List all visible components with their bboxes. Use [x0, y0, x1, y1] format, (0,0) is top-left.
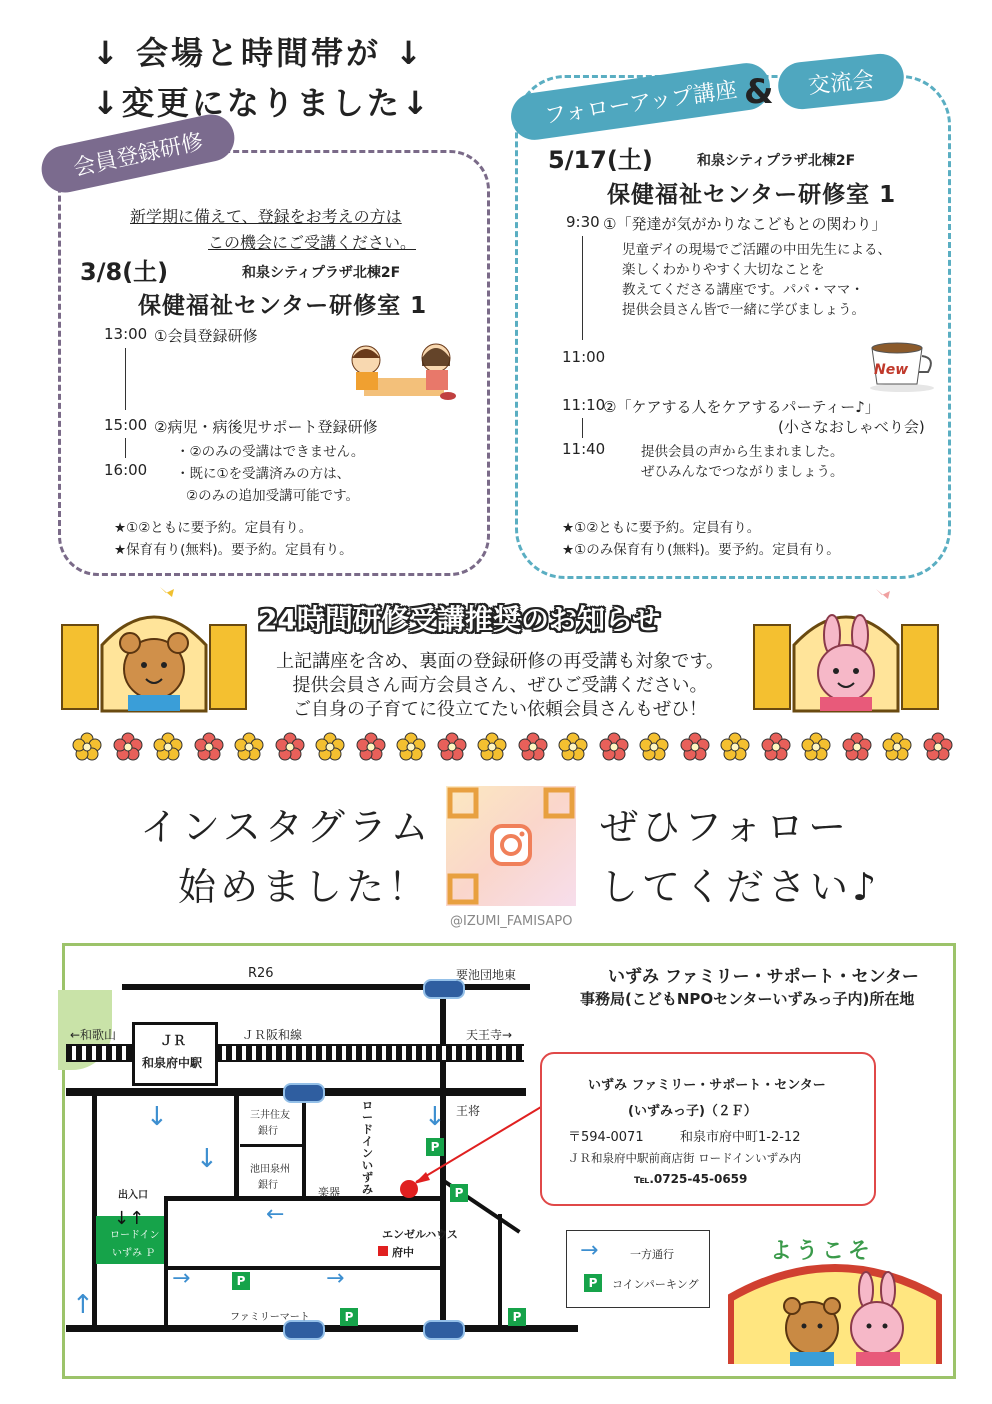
- member-note-3: ②のみの追加受講可能です。: [186, 488, 360, 504]
- follow-time-1140: 11:40: [562, 440, 606, 458]
- banner-line-3: ご自身の子育てに役立てたい依頼会員さんもぜひ！: [293, 699, 707, 720]
- follow-date: 5/17(土): [548, 146, 653, 174]
- label-tennoji: 天王寺→: [466, 1028, 513, 1042]
- banner-line-2: 提供会員さん両方会員さん、ぜひご受講ください。: [292, 675, 708, 696]
- label-fuchu: 府中: [392, 1246, 414, 1259]
- member-lead-2: この機会にご受講ください。: [208, 233, 417, 252]
- member-footnote-2: ★保育有り(無料)。要予約。定員有り。: [114, 542, 353, 558]
- flower-icon: [842, 732, 872, 762]
- follow-time-1100: 11:00: [562, 348, 606, 366]
- flower-icon: [234, 732, 264, 762]
- notice-line-2: ↓変更になりました↓: [92, 84, 432, 122]
- ampersand: &: [744, 72, 774, 112]
- member-timeline-1: [125, 348, 126, 410]
- traffic-signal-bottom-right: [423, 1320, 465, 1340]
- follow-footnote-2: ★①のみ保育有り(無料)。要予約。定員有り。: [562, 542, 840, 558]
- angel-house-marker: [378, 1246, 388, 1256]
- address-zip: 〒594-0071: [568, 1130, 644, 1145]
- oneway-arrow-left: ←: [266, 1202, 285, 1227]
- label-entrance: 出入口: [118, 1190, 148, 1201]
- notice-line-1: ↓ 会場と時間帯が ↓: [92, 34, 425, 72]
- member-time-1300: 13:00: [104, 325, 148, 343]
- member-time-1600: 16:00: [104, 461, 148, 479]
- insta-left-2: 始めました！: [178, 865, 431, 909]
- label-mitsui-1: 三井住友: [250, 1110, 290, 1121]
- label-ikeda-2: 銀行: [258, 1180, 278, 1191]
- flower-icon: [113, 732, 143, 762]
- member-footnote-1: ★①②ともに要予約。定員有り。: [114, 520, 313, 536]
- road-lower: [164, 1266, 446, 1270]
- bear-window-illustration: [60, 585, 250, 725]
- oneway-arrow-down-1: ↓: [146, 1102, 168, 1132]
- flower-icon: [558, 732, 588, 762]
- follow-footnote-1: ★①②ともに要予約。定員有り。: [562, 520, 761, 536]
- flower-icon: [356, 732, 386, 762]
- label-wakayama: ←和歌山: [70, 1028, 117, 1042]
- oneway-arrow-right-1: →: [172, 1266, 191, 1291]
- follow-desc-6: ぜひみんなでつながりましょう。: [641, 464, 844, 480]
- insta-handle[interactable]: @IZUMI_FAMISAPO: [450, 914, 573, 929]
- oneway-arrow-down-3: ↓: [424, 1102, 446, 1132]
- address-name: いずみ ファミリー・サポート・センター: [588, 1078, 826, 1093]
- exchange-meeting-pill: 交流会: [776, 52, 906, 112]
- follow-session-2: ②「ケアする人をケアするパーティー♪」: [603, 398, 880, 416]
- kids-table-illustration: [336, 338, 466, 408]
- entrance-arrows: ↓↑: [114, 1208, 145, 1229]
- follow-desc-3: 教えてくださる講座です。パパ・ママ・: [622, 282, 864, 298]
- flower-icon: [72, 732, 102, 762]
- label-road-in-vertical: ロードインいずみ: [362, 1099, 373, 1196]
- flower-icon: [194, 732, 224, 762]
- road-vertical-3: [302, 1096, 306, 1196]
- parking-mark-3: P: [232, 1272, 250, 1290]
- insta-left-1: インスタグラム: [140, 805, 433, 849]
- flower-icon: [639, 732, 669, 762]
- legend-oneway-arrow: →: [580, 1238, 599, 1263]
- traffic-signal-main: [283, 1083, 325, 1103]
- rabbit-window-illustration: [752, 585, 942, 725]
- welcome-text: ようこそ: [770, 1239, 875, 1264]
- flower-icon: [315, 732, 345, 762]
- label-lodin-p-1: ロードイン: [110, 1230, 160, 1241]
- oneway-arrow-up: ↑: [72, 1290, 94, 1320]
- address-sub: (いずみっ子)（２Ｆ）: [628, 1104, 757, 1119]
- member-note-1: ・②のみの受講はできません。: [176, 444, 365, 460]
- follow-venue-small: 和泉シティプラザ北棟2F: [697, 153, 856, 169]
- flower-icon: [518, 732, 548, 762]
- label-mitsui-2: 銀行: [258, 1126, 278, 1137]
- address-tel: ℡.0725-45-0659: [634, 1172, 748, 1186]
- label-oshou: 王将: [456, 1104, 481, 1118]
- new-label: New: [874, 362, 909, 378]
- member-date: 3/8(土): [80, 258, 169, 286]
- follow-timeline-2: [582, 418, 583, 438]
- road-vertical-4: [164, 1196, 168, 1326]
- address-city: 和泉市府中町1-2-12: [680, 1130, 801, 1145]
- legend-parking-label: コインパーキング: [612, 1278, 699, 1291]
- label-yoike: 要池団地東: [456, 968, 517, 982]
- flower-icon: [680, 732, 710, 762]
- legend-parking-mark: P: [584, 1274, 602, 1292]
- follow-desc-5: 提供会員の声から生まれました。: [641, 444, 844, 460]
- label-hanwa: ＪＲ阪和線: [242, 1028, 303, 1042]
- member-time-1500: 15:00: [104, 416, 148, 434]
- member-lead-1: 新学期に備えて、登録をお考えの方は: [130, 207, 402, 226]
- flower-icon: [882, 732, 912, 762]
- station-label: 和泉府中駅: [142, 1056, 203, 1070]
- member-venue-small: 和泉シティプラザ北棟2F: [242, 265, 401, 281]
- flower-icon: [599, 732, 629, 762]
- map-title-2: 事務局(こどもNPOセンターいずみっ子内)所在地: [580, 990, 915, 1008]
- road-r26: [122, 984, 530, 990]
- label-lodin-p-2: いずみ Ｐ: [112, 1248, 156, 1259]
- legend-oneway-label: 一方通行: [630, 1248, 674, 1261]
- label-family-mart: ファミリーマート: [230, 1312, 310, 1323]
- insta-right-1: ぜひフォロー: [600, 805, 851, 849]
- member-note-2: ・既に①を受講済みの方は、: [176, 466, 351, 482]
- oneway-arrow-down-2: ↓: [196, 1144, 218, 1174]
- welcome-bear-rabbit-illustration: [728, 1258, 942, 1368]
- flower-icon: [923, 732, 953, 762]
- flower-icon: [437, 732, 467, 762]
- flower-icon: [761, 732, 791, 762]
- follow-desc-4: 提供会員さん皆で一緒に学びましょう。: [622, 302, 865, 318]
- address-building: ＪＲ和泉府中駅前商店街 ロードインいずみ内: [568, 1151, 802, 1165]
- member-training-pill: 会員登録研修: [37, 110, 238, 197]
- follow-venue-big: 保健福祉センター研修室 1: [607, 182, 897, 208]
- jr-label: ＪＲ: [160, 1034, 187, 1049]
- flower-icon: [477, 732, 507, 762]
- label-r26: R26: [248, 966, 274, 981]
- flower-icon: [275, 732, 305, 762]
- follow-session-2-sub: (小さなおしゃべり会): [778, 418, 925, 436]
- road-vertical-2: [234, 1096, 239, 1196]
- label-gakki: 楽器: [318, 1186, 340, 1199]
- flower-icon: [720, 732, 750, 762]
- follow-time-1110: 11:10: [562, 396, 606, 414]
- flower-icon: [396, 732, 426, 762]
- label-ikeda-1: 池田泉州: [250, 1164, 290, 1175]
- flower-icon: [153, 732, 183, 762]
- member-timeline-2: [125, 438, 126, 458]
- flower-icon: [801, 732, 831, 762]
- follow-timeline-1: [582, 236, 583, 340]
- label-angel-house: エンゼルハウス: [382, 1228, 458, 1241]
- banner-line-1: 上記講座を含め、裏面の登録研修の再受講も対象です。: [276, 651, 724, 672]
- follow-desc-2: 楽しくわかりやすく大切なことを: [622, 262, 825, 278]
- parking-mark-1: P: [426, 1138, 444, 1156]
- member-venue-big: 保健福祉センター研修室 1: [138, 293, 428, 319]
- member-session-1: ①会員登録研修: [154, 327, 258, 345]
- banner-title: 24時間研修受講推奨のお知らせ: [258, 603, 661, 636]
- follow-session-1: ①「発達が気がかりなこどもとの関わり」: [603, 215, 887, 233]
- parking-mark-2: P: [450, 1184, 468, 1202]
- parking-mark-5: P: [508, 1308, 526, 1326]
- road-vertical-5: [498, 1214, 502, 1326]
- parking-mark-4: P: [340, 1308, 358, 1326]
- oneway-arrow-right-2: →: [326, 1266, 345, 1291]
- member-session-2: ②病児・病後児サポート登録研修: [154, 418, 378, 436]
- follow-desc-1: 児童デイの現場でご活躍の中田先生による、: [622, 242, 892, 258]
- traffic-signal-bottom-left: [283, 1320, 325, 1340]
- insta-right-2: してください♪: [600, 865, 881, 909]
- instagram-qr-code[interactable]: [446, 786, 576, 906]
- follow-up-pill: フォローアップ講座: [508, 60, 773, 143]
- bank-divider: [240, 1144, 302, 1147]
- map-title-1: いずみ ファミリー・サポート・センター: [608, 967, 919, 987]
- follow-time-930: 9:30: [566, 213, 600, 231]
